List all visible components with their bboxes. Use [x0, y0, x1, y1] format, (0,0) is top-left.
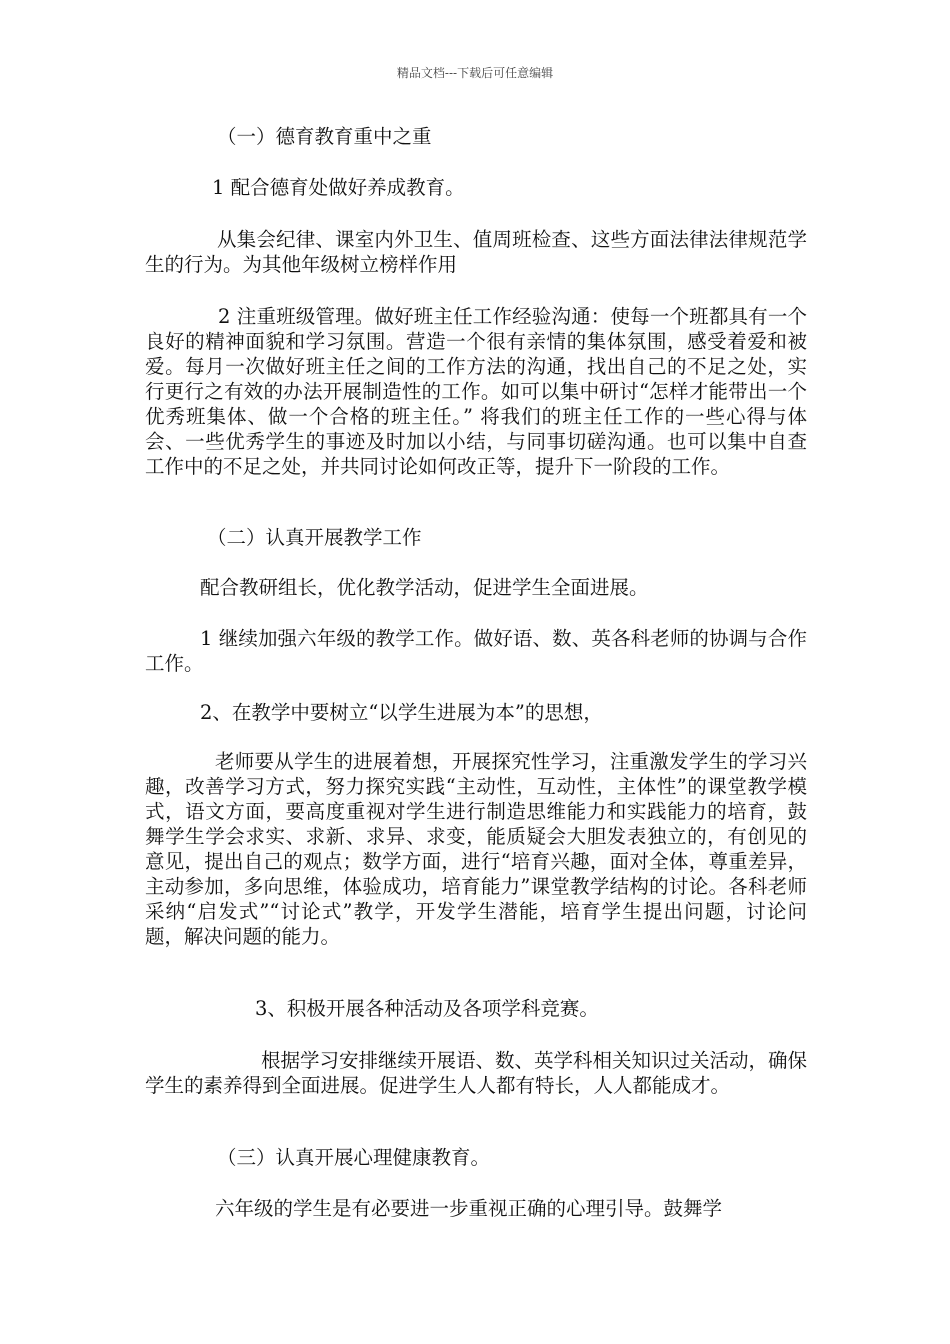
paragraph-4: 配合教研组长，优化教学活动，促进学生全面进展。 [200, 576, 649, 599]
paragraph-7: 老师要从学生的进展着想，开展探究性学习，注重激发学生的学习兴趣，改善学习方式，努力探究实践“主动性，互动性，主体性”的课堂教学模式，语文方面，要高度重视对学生进行制造思维能力和实践能力的培育，鼓舞学生学会求实、求新、求异、求变，能质疑会大胆发表独立的，有创见的意见，提出自己的观点；数学方面，进行“培育兴趣，面对全体，尊重差异，主动参加，多向思维，体验成功，培育能力”课堂教学结构的讨论。各科老师采纳“启发式”“讨论式”教学，开发学生潜能，培育学生提出问题，讨论问题，解决问题的能力。 [145, 750, 807, 948]
paragraph-9: 根据学习安排继续开展语、数、英学科相关知识过关活动，确保学生的素养得到全面进展。促进学生人人都有特长，人人都能成才。 [145, 1049, 808, 1097]
paragraph-1: 1 配合德育处做好养成教育。 [212, 176, 465, 199]
paragraph-5: 1 继续加强六年级的教学工作。做好语、数、英各科老师的协调与合作工作。 [145, 627, 807, 675]
paragraph-8: 3、积极开展各种活动及各项学科竞赛。 [255, 997, 599, 1020]
paragraph-10: 六年级的学生是有必要进一步重视正确的心理引导。鼓舞学 [215, 1197, 723, 1220]
header-watermark: 精品文档---下载后可任意编辑 [396, 66, 554, 80]
section-heading-3: （三）认真开展心理健康教育。 [217, 1146, 491, 1169]
paragraph-3: 2 注重班级管理。做好班主任工作经验沟通：使每一个班都具有一个良好的精神面貌和学习氛围。营造一个很有亲情的集体氛围，感受着爱和被爱。每月一次做好班主任之间的工作方法的沟通，找出自己的不足之处，实行更行之有效的办法开展制造性的工作。如可以集中研讨“怎样才能带出一个优秀班集体、做一个合格的班主任。” 将我们的班主任工作的一些心得与体会、一些优秀学生的事迹及时加以小结，与同事切磋沟通。也可以集中自查工作中的不足之处，并共同讨论如何改正等，提升下一阶段的工作。 [145, 305, 807, 478]
section-heading-1: （一）德育教育重中之重 [217, 125, 432, 148]
paragraph-6: 2、在教学中要树立“以学生进展为本”的思想， [200, 701, 603, 724]
paragraph-2: 从集会纪律、课室内外卫生、值周班检查、这些方面法律法律规范学生的行为。为其他年级树立榜样作用 [145, 228, 807, 276]
section-heading-2: （二）认真开展教学工作 [207, 526, 422, 549]
